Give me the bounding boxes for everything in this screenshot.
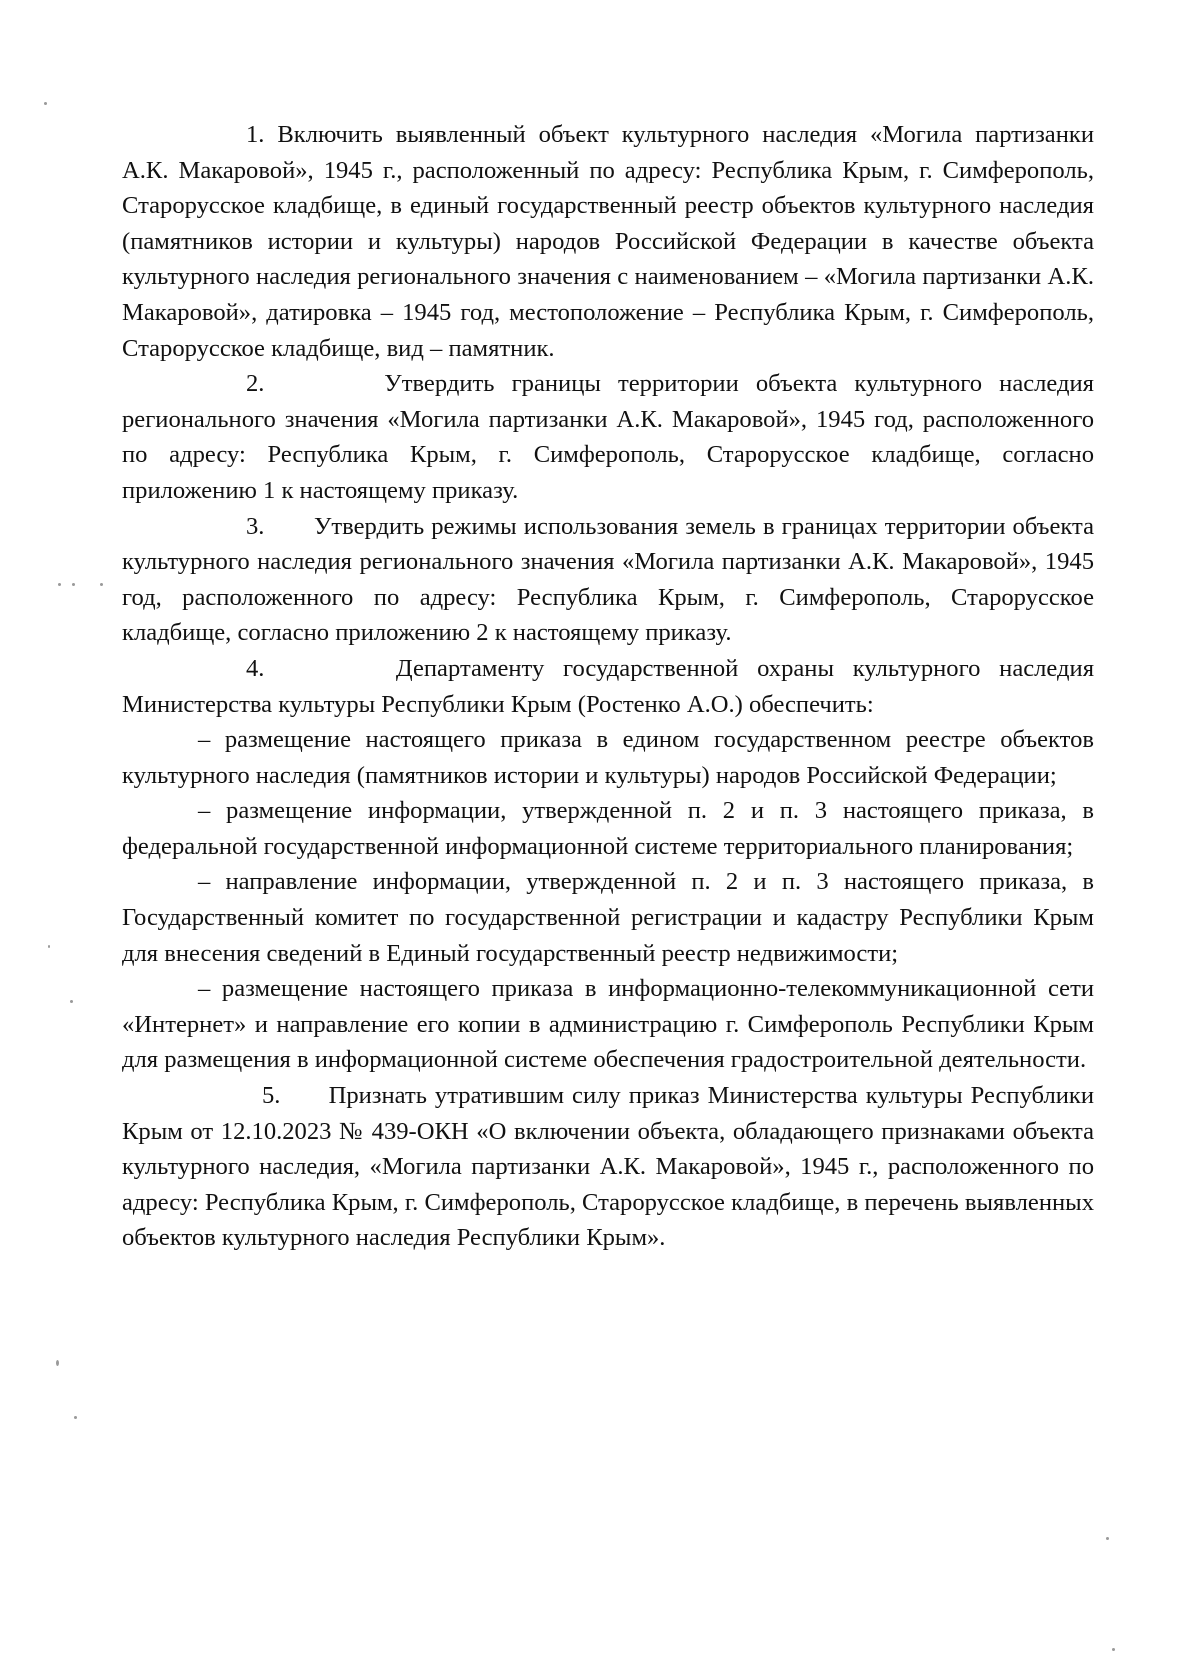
scan-speck [72,583,75,586]
paragraph-3 [122,509,1094,651]
scan-speck [44,102,47,105]
paragraph-text: Включить выявленный объект культурного наследия «Могила партизанки А.К. Макаровой», 1945 г., расположенный по адресу: Республика Крым, г. Симферополь, Старорусское кладбище, в единый государственный реестр объектов культурного наследия (памятников истории и культуры) народов Российской Федерации в качестве объекта культурного наследия регионального значения с наименованием – «Могила партизанки А.К. Макаровой», датировка – 1945 год, местоположение – Республика Крым, г. Симферополь, Старорусское кладбище, вид – памятник. [122,121,1094,362]
paragraph-number: 2. [246,370,265,398]
list-item: – размещение настоящего приказа в информационно-телекоммуникационной сети «Интернет» и направление его копии в администрацию г. Симферополь Республики Крым для размещения в информационной системе обеспечения градостроительной деятельности. [122,975,1094,1074]
paragraph-number: 1. [246,121,265,148]
scan-speck [74,1416,77,1419]
scan-speck [1112,1648,1115,1651]
paragraph-text: Признать утратившим силу приказ Министерства культуры Республики Крым от 12.10.2023 № 439-ОКН «О включении объекта, обладающего признаками объекта культурного наследия, «Могила партизанки А.К. Макаровой», 1945 г., расположенного по адресу: Республика Крым, г. Симферополь, Старорусское кладбище, в перечень выявленных объектов культурного наследия Республики Крым». [122,1082,1094,1252]
paragraph-number: 4. [246,654,265,682]
list-item: – размещение информации, утвержденной п. 2 и п. 3 настоящего приказа, в федеральной государственной информационной системе территориального планирования; [122,797,1094,860]
paragraph-text: Утвердить режимы использования земель в границах территории объекта культурного наследия регионального значения «Могила партизанки А.К. Макаровой», 1945 год, расположенного по адресу: Республика Крым, г. Симферополь, Старорусское кладбище, согласно приложению 2 к настоящему приказу. [122,512,1094,647]
paragraph-number: 3. [246,512,265,540]
paragraph-2 [122,366,1094,508]
scan-speck [58,583,61,586]
paragraph-5 [122,1078,1094,1256]
document-body [122,117,1094,1256]
paragraph-number: 5. [262,1082,281,1110]
scan-speck [100,583,103,586]
list-item: – направление информации, утвержденной п. 2 и п. 3 настоящего приказа, в Государственный комитет по государственной регистрации и кадастру Республики Крым для внесения сведений в Единый государственный реестр недвижимости; [122,868,1094,967]
scan-speck [56,1360,59,1366]
paragraph-text: Утвердить границы территории объекта культурного наследия регионального значения «Могила партизанки А.К. Макаровой», 1945 год, расположенного по адресу: Республика Крым, г. Симферополь, Старорусское кладбище, согласно приложению 1 к настоящему приказу. [122,370,1094,504]
paragraph-1 [122,117,1094,366]
paragraph-text: Департаменту государственной охраны культурного наследия Министерства культуры Республики Крым (Ростенко А.О.) обеспечить: [122,654,1095,718]
scan-speck [70,1000,73,1003]
paragraph-4 [122,651,1094,722]
scan-speck [1106,1537,1109,1540]
scan-speck [48,945,50,948]
list-item: – размещение настоящего приказа в едином государственном реестре объектов культурного наследия (памятников истории и культуры) народов Российской Федерации; [122,726,1094,789]
